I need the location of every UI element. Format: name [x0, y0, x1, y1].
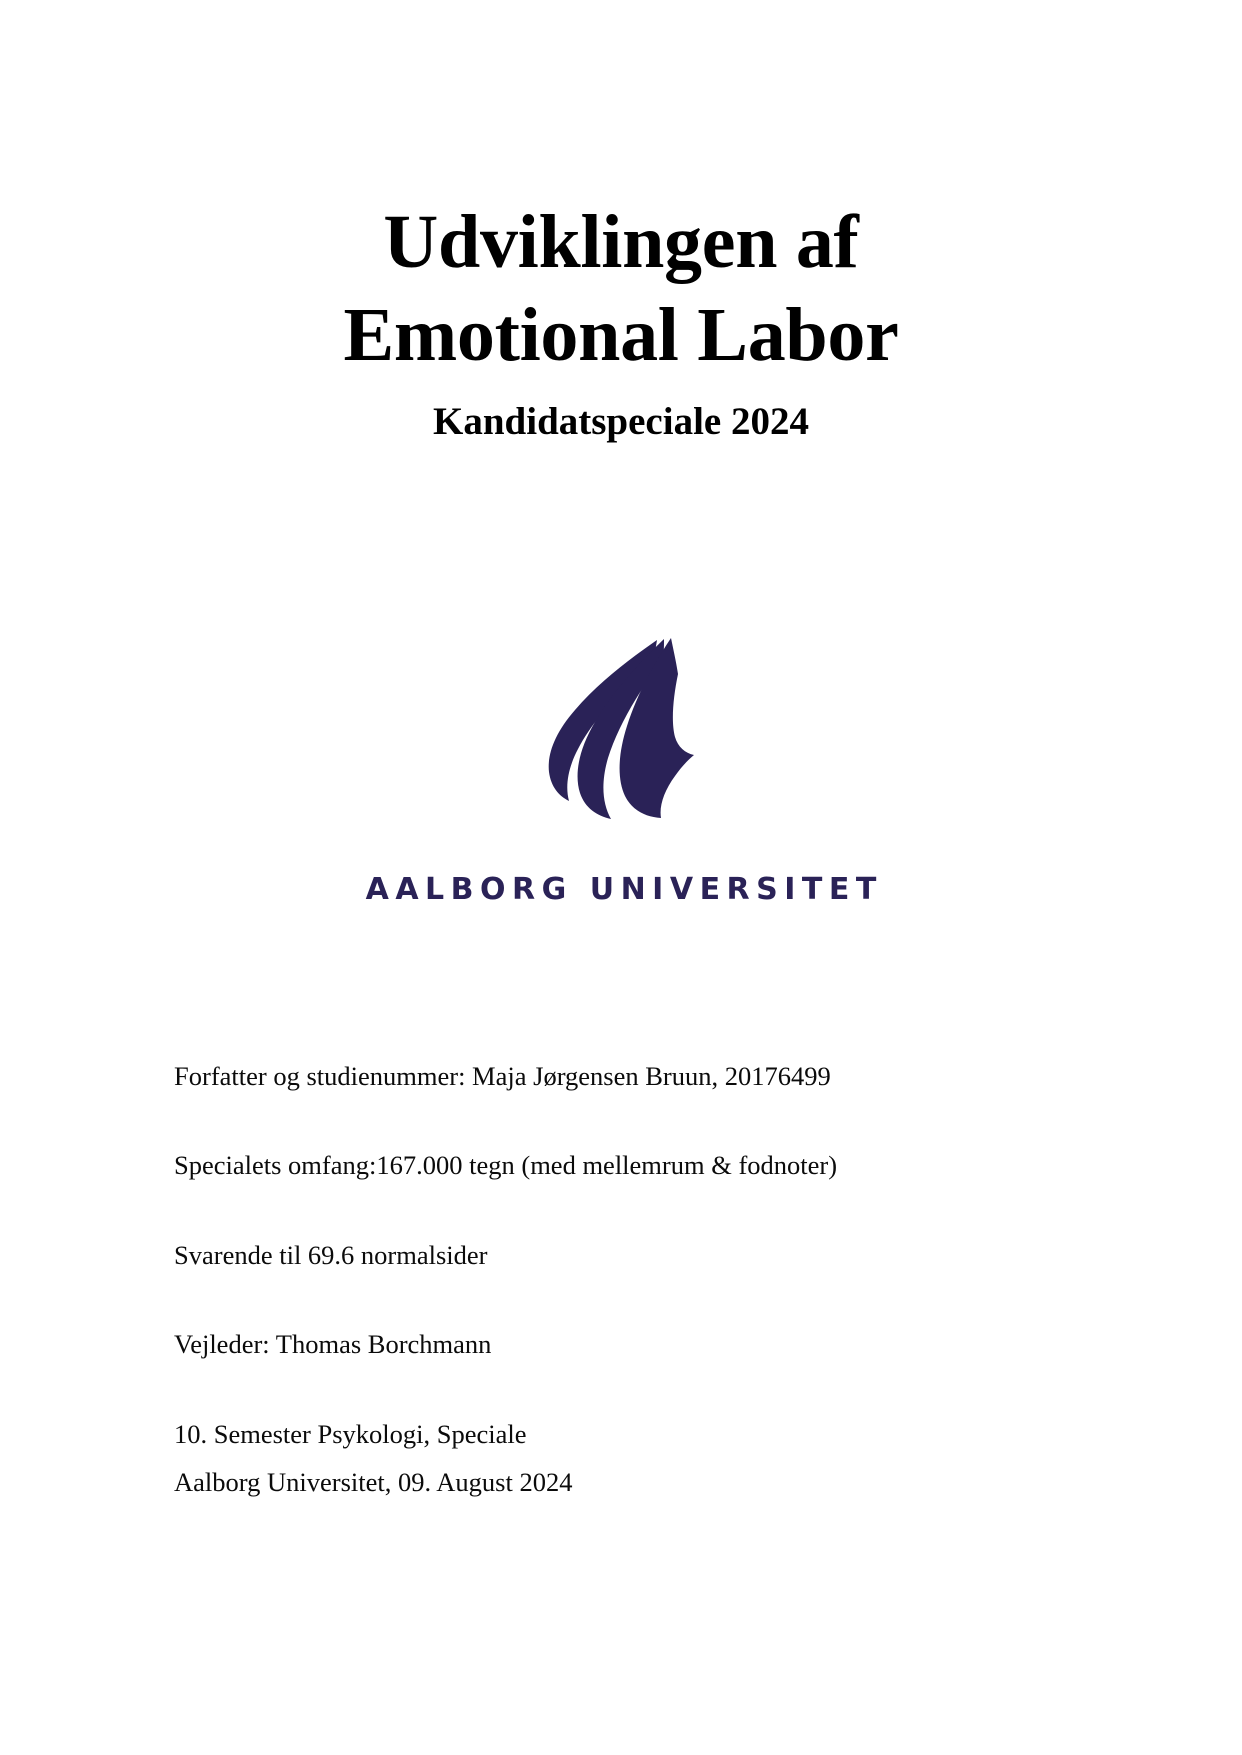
metadata-block — [174, 1057, 1074, 1502]
university-wordmark: AALBORG UNIVERSITET — [365, 872, 883, 907]
title-line-1: Udviklingen af — [383, 200, 859, 284]
supervisor-line: Vejleder: Thomas Borchmann — [174, 1329, 492, 1360]
normal-pages-line: Svarende til 69.6 normalsider — [174, 1239, 488, 1270]
aalborg-university-logo-mark — [545, 636, 697, 820]
author-line: Forfatter og studienummer: Maja Jørgensen Bruun, 20176499 — [174, 1061, 831, 1091]
title-line-2: Emotional Labor — [343, 292, 899, 377]
institution-line: Aalborg Universitet, 09. August 2024 — [174, 1467, 573, 1498]
page-subtitle: Kandidatspeciale 2024 — [433, 400, 809, 444]
program-line: 10. Semester Psykologi, Speciale — [174, 1418, 527, 1449]
university-logo — [0, 636, 1242, 907]
page-title — [0, 196, 1242, 381]
title-block — [0, 196, 1242, 448]
scope-line: Specialets omfang:167.000 tegn (med mellemrum & fodnoter) — [174, 1150, 838, 1181]
